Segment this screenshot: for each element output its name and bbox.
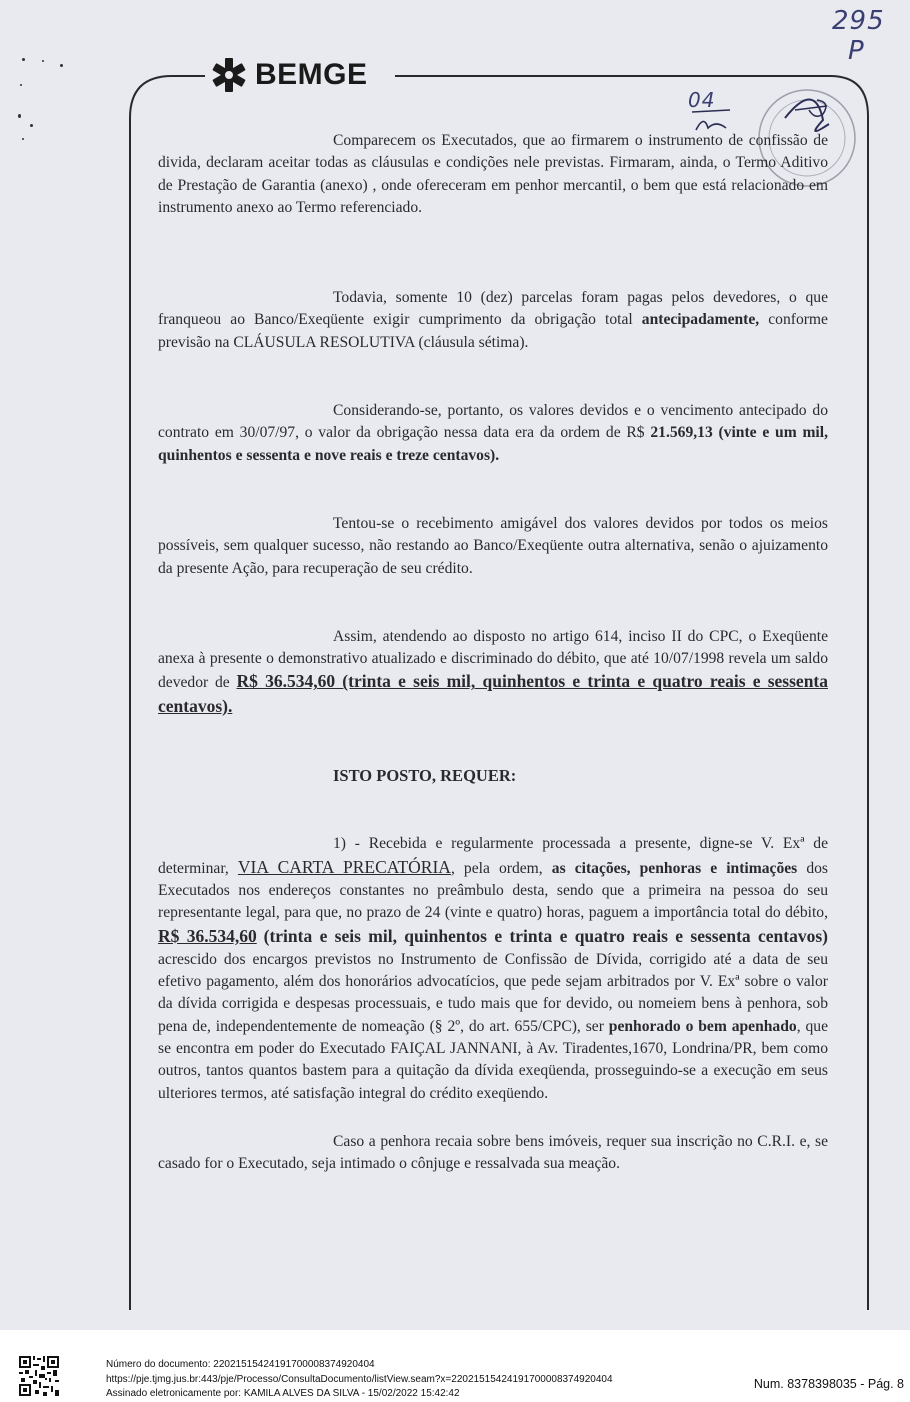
handwritten-mark: P: [848, 36, 865, 66]
footer-page-ref: Num. 8378398035 - Pág. 8: [753, 1377, 904, 1391]
scan-speck: [42, 60, 44, 62]
bold-text: as citações, penhoras e intimações: [551, 859, 798, 877]
paragraph-demonstrativo: [158, 626, 828, 719]
footer-url: https://pje.tjmg.jus.br:443/pje/Processo/ConsultaDocumento/listView.seam?x=22021515424191700008374920404: [106, 1373, 613, 1385]
text-span: 1) - Recebida e regularmente processada a presente, digne-se V. Exª de determinar,: [158, 835, 828, 877]
asterisk-logo-icon: [209, 57, 249, 93]
handwritten-page-number: 295: [832, 6, 885, 36]
text-span: acrescido dos encargos previstos no Instrumento de Confissão de Dívida, corrigido até a data de seu efetivo pagamento, além dos honorários advocatícios, que pede sejam arbitrados por V. Exª sobre o valor da dívida corrigida e despesas processuais, e tudo mais que for devido, ou nomeiem bens à penhora, sob pena de, independentemente de nomeação (§ 2º, do art. 655/CPC), ser: [158, 950, 828, 1035]
paragraph-parcelas: [158, 287, 828, 354]
paragraph-imoveis: Caso a penhora recaia sobre bens imóveis, requer sua inscrição no C.R.I. e, se casado for o Executado, seja intimado o cônjuge e ressalvada sua meação.: [158, 1132, 828, 1173]
qr-code-icon: [19, 1356, 59, 1396]
bold-text: penhorado o bem apenhado: [608, 1017, 797, 1035]
paragraph-requerimento: [158, 833, 828, 1105]
footer-signature: Assinado eletronicamente por: KAMILA ALVES DA SILVA - 15/02/2022 15:42:42: [106, 1388, 460, 1400]
logo-text: BEMGE: [255, 58, 368, 91]
text-span: , pela ordem,: [450, 859, 543, 877]
text-span: Assim, atendendo ao disposto no artigo 614, inciso II do CPC, o Exeqüente anexa à presente o demonstrativo atualizado e discriminado do débito, que até 10/07/1998 revela um saldo devedor de: [158, 627, 828, 692]
text-span: Todavia, somente 10 (dez) parcelas foram pagas pelos devedores, o que franqueou ao Banco/Exeqüente exigir cumprimento da obrigação total: [158, 289, 828, 329]
bold-amount: R$ 36.534,60 (trinta e seis mil, quinhentos e trinta e quatro reais e sessenta centavos).: [158, 671, 829, 716]
document-body: [158, 130, 828, 1176]
paragraph-vencimento: [158, 400, 828, 467]
footer-doc-number: Número do documento: 22021515424191700008374920404: [106, 1359, 375, 1370]
underlined-text: VIA CARTA PRECATÓRIA: [237, 856, 451, 877]
bold-amount: R$ 36.534,60: [158, 925, 257, 946]
scan-speck: [30, 124, 33, 127]
folio-mark: 04: [688, 88, 716, 112]
scan-speck: [60, 64, 63, 67]
section-heading: ISTO POSTO, REQUER:: [333, 766, 517, 786]
bold-amount-words: (trinta e seis mil, quinhentos e trinta e quatro reais e sessenta centavos): [263, 925, 828, 946]
bemge-logo: [205, 57, 376, 93]
scan-speck: [22, 138, 24, 140]
scan-speck: [20, 84, 22, 86]
text-span: , que se encontra em poder do Executado FAIÇAL JANNANI, à Av. Tiradentes,1670, Londrina/PR, bem como outros, tantos quantos bastem para a quitação da dívida exeqüenda, prosseguindo-se a execução em seus ulteriores termos, até satisfação integral do crédito exeqüendo.: [158, 1017, 828, 1102]
bold-amount: 21.569,13 (vinte e um mil, quinhentos e sessenta e nove reais e treze centavos).: [158, 424, 829, 464]
paragraph-confissao: Comparecem os Executados, que ao firmarem o instrumento de confissão de divida, declaram aceitar todas as cláusulas e condições nele previstas. Firmaram, ainda, o Termo Aditivo de Prestação de Garantia (anexo) , onde ofereceram em penhor mercantil, o bem que está relacionado em instrumento anexo ao Termo referenciado.: [158, 132, 828, 216]
text-span: Considerando-se, portanto, os valores devidos e o vencimento antecipado do contrato em 30/07/97, o valor da obrigação nessa data era da ordem de R$: [158, 402, 828, 442]
text-span: conforme previsão na CLÁUSULA RESOLUTIVA (cláusula sétima).: [158, 311, 828, 351]
bold-text: antecipadamente,: [641, 311, 760, 329]
footer-metadata: [106, 1358, 613, 1402]
scan-speck: [18, 114, 21, 118]
text-span: dos Executados nos endereços constantes no preâmbulo desta, sendo que a primeira na pessoa do seu representante legal, para que, no prazo de 24 (vinte e quatro) horas, paguem a importância total do débito,: [158, 859, 828, 922]
paragraph-recebimento: Tentou-se o recebimento amigável dos valores devidos por todos os meios possíveis, sem qualquer sucesso, não restando ao Banco/Exeqüente outra alternativa, senão o ajuizamento da presente Ação, para recuperação de seu crédito.: [158, 514, 828, 577]
scan-speck: [22, 58, 25, 61]
